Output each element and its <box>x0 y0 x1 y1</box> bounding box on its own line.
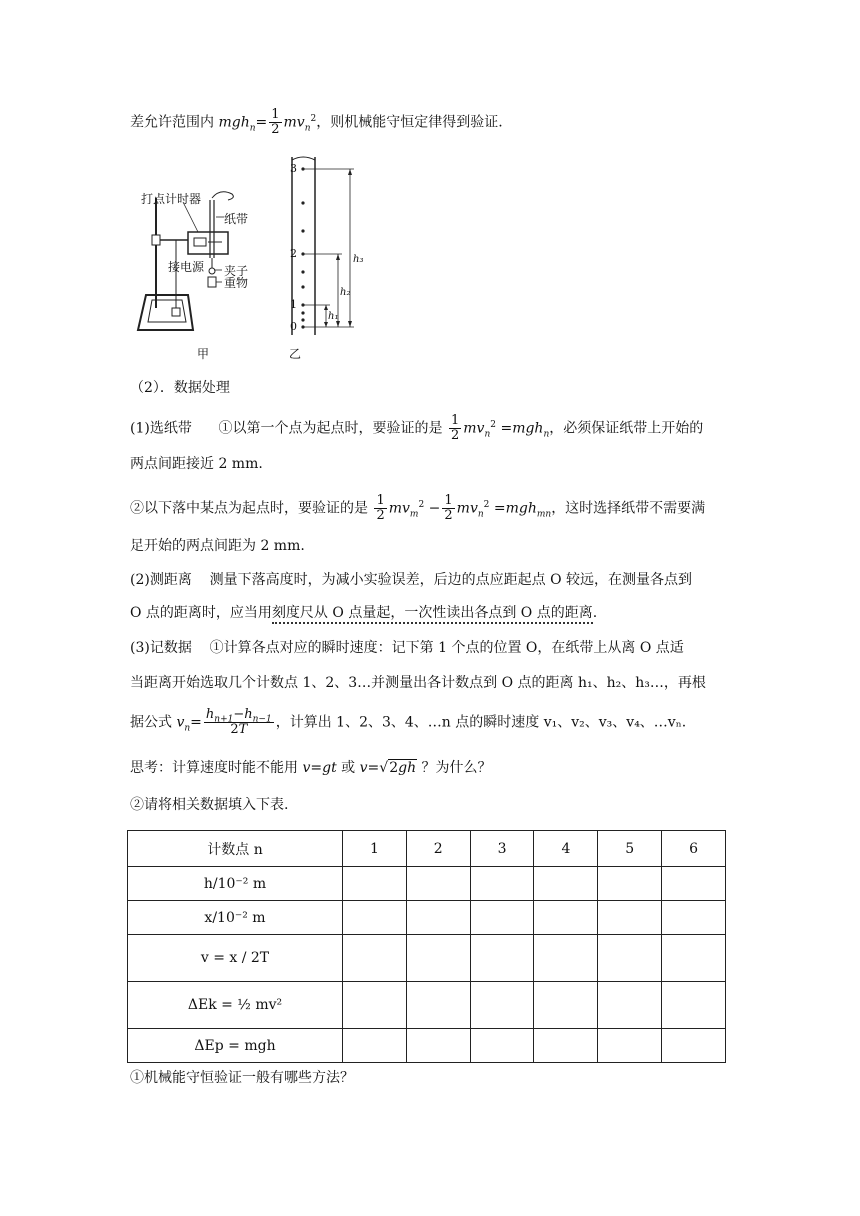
label-clip: 夹子 <box>224 264 249 278</box>
table-cell[interactable] <box>406 901 470 935</box>
table-cell[interactable] <box>470 935 534 982</box>
table-cell[interactable] <box>598 982 662 1029</box>
table-row <box>128 867 726 901</box>
table-cell[interactable] <box>406 1029 470 1063</box>
table-row <box>128 901 726 935</box>
tick-0: 0 <box>290 320 297 333</box>
label-h3: h₃ <box>353 254 364 265</box>
table-cell[interactable] <box>343 867 407 901</box>
row-label: v = x / 2T <box>128 935 343 982</box>
table-cell[interactable] <box>662 935 726 982</box>
table-cell[interactable] <box>343 935 407 982</box>
table-col-header: 5 <box>598 831 662 867</box>
caption-yi: 乙 <box>289 347 302 361</box>
table-cell[interactable] <box>534 935 598 982</box>
table-cell[interactable] <box>470 901 534 935</box>
row-label: ΔEk = ½ mv² <box>128 982 343 1029</box>
label-power: 接电源 <box>168 260 205 274</box>
table-cell[interactable] <box>598 901 662 935</box>
table-cell[interactable] <box>343 901 407 935</box>
table-col-header: 2 <box>406 831 470 867</box>
section-title: （2）．数据处理 <box>130 380 230 396</box>
row-label: ΔEp = mgh <box>128 1029 343 1063</box>
table-cell[interactable] <box>534 1029 598 1063</box>
label-tape: 纸带 <box>224 212 249 226</box>
table-cell[interactable] <box>662 1029 726 1063</box>
paragraph-2b: 足开始的两点间距为 2 mm. <box>130 538 305 554</box>
table-cell[interactable] <box>662 867 726 901</box>
table-header-row <box>128 831 726 867</box>
data-table <box>127 830 726 1063</box>
paragraph-4: (3)记数据 ①计算各点对应的瞬时速度：记下第 1 个点的位置 O，在纸带上从离 O 点适 <box>130 640 684 656</box>
table-header-label: 计数点 n <box>128 831 343 867</box>
table-cell[interactable] <box>598 935 662 982</box>
row-label: x/10⁻² m <box>128 901 343 935</box>
table-cell[interactable] <box>406 867 470 901</box>
footer-question: ①机械能守恒验证一般有哪些方法？ <box>130 1070 354 1086</box>
paragraph-4b: 当距离开始选取几个计数点 1、2、3…并测量出各计数点到 O 点的距离 h₁、h₂、h₃…，再根 <box>130 675 706 691</box>
table-cell[interactable] <box>343 1029 407 1063</box>
table-cell[interactable] <box>598 867 662 901</box>
intro-prefix: 差允许范围内 <box>130 114 219 131</box>
table-cell[interactable] <box>534 867 598 901</box>
label-timer: 打点计时器 <box>141 192 202 206</box>
table-col-header: 6 <box>662 831 726 867</box>
fraction-half: $\frac{1}{2}$ <box>271 107 280 137</box>
paragraph-2: ②以下落中某点为起点时，要验证的是 $\frac{1}{2}$ $mv_m^2$ − $\frac{1}{2}$ $mv_n^2 =mgh_{mn}$，这时选择纸带不需要满 <box>130 493 706 523</box>
table-cell[interactable] <box>406 935 470 982</box>
table-col-header: 1 <box>343 831 407 867</box>
table-cell[interactable] <box>662 901 726 935</box>
label-weight: 重物 <box>224 276 249 290</box>
tick-3: 3 <box>290 162 297 175</box>
caption-jia: 甲 <box>197 347 210 361</box>
paragraph-3: (2)测距离 测量下落高度时，为减小实验误差，后边的点应距起点 O 较远，在测量各点到 <box>130 572 693 588</box>
tick-2: 2 <box>290 247 297 260</box>
label-h1: h₁ <box>328 311 339 322</box>
intro-line: 差允许范围内 mgh$_n$= $\frac{1}{2}$ $mv_n^2$，则机械能守恒定律得到验证. <box>130 107 503 137</box>
table-col-header: 3 <box>470 831 534 867</box>
table-cell[interactable] <box>470 867 534 901</box>
table-cell[interactable] <box>470 1029 534 1063</box>
table-cell[interactable] <box>470 982 534 1029</box>
table-cell[interactable] <box>598 1029 662 1063</box>
paragraph-4c: 据公式 $v_n=$ $\frac{h_{n+1}-h_{n-1}}{2T}$ ，计算出 1、2、3、4、…n 点的瞬时速度 v₁、v₂、v₃、v₄、…vₙ. <box>130 707 687 737</box>
table-cell[interactable] <box>662 982 726 1029</box>
tick-1: 1 <box>290 298 297 311</box>
paragraph-5: ②请将相关数据填入下表. <box>130 797 289 813</box>
table-cell[interactable] <box>534 901 598 935</box>
paragraph-1: (1)选纸带 ①以第一个点为起点时，要验证的是 $\frac{1}{2}$ $mv_n^2 =mgh_n$，必须保证纸带上开始的 <box>130 413 704 443</box>
think-line: 思考：计算速度时能不能用 v=gt 或 v=√2gh ？为什么？ <box>130 760 492 776</box>
intro-suffix: ，则机械能守恒定律得到验证. <box>316 114 503 131</box>
table-row <box>128 1029 726 1063</box>
table-cell[interactable] <box>534 982 598 1029</box>
table-col-header: 4 <box>534 831 598 867</box>
row-label: h/10⁻² m <box>128 867 343 901</box>
table-row <box>128 935 726 982</box>
paragraph-3b: O 点的距离时，应当用刻度尺从 O 点量起，一次性读出各点到 O 点的距离. <box>130 603 597 623</box>
label-h2: h₂ <box>340 287 351 298</box>
table-cell[interactable] <box>343 982 407 1029</box>
table-row <box>128 982 726 1029</box>
paragraph-1b: 两点间距接近 2 mm. <box>130 456 263 472</box>
table-cell[interactable] <box>406 982 470 1029</box>
